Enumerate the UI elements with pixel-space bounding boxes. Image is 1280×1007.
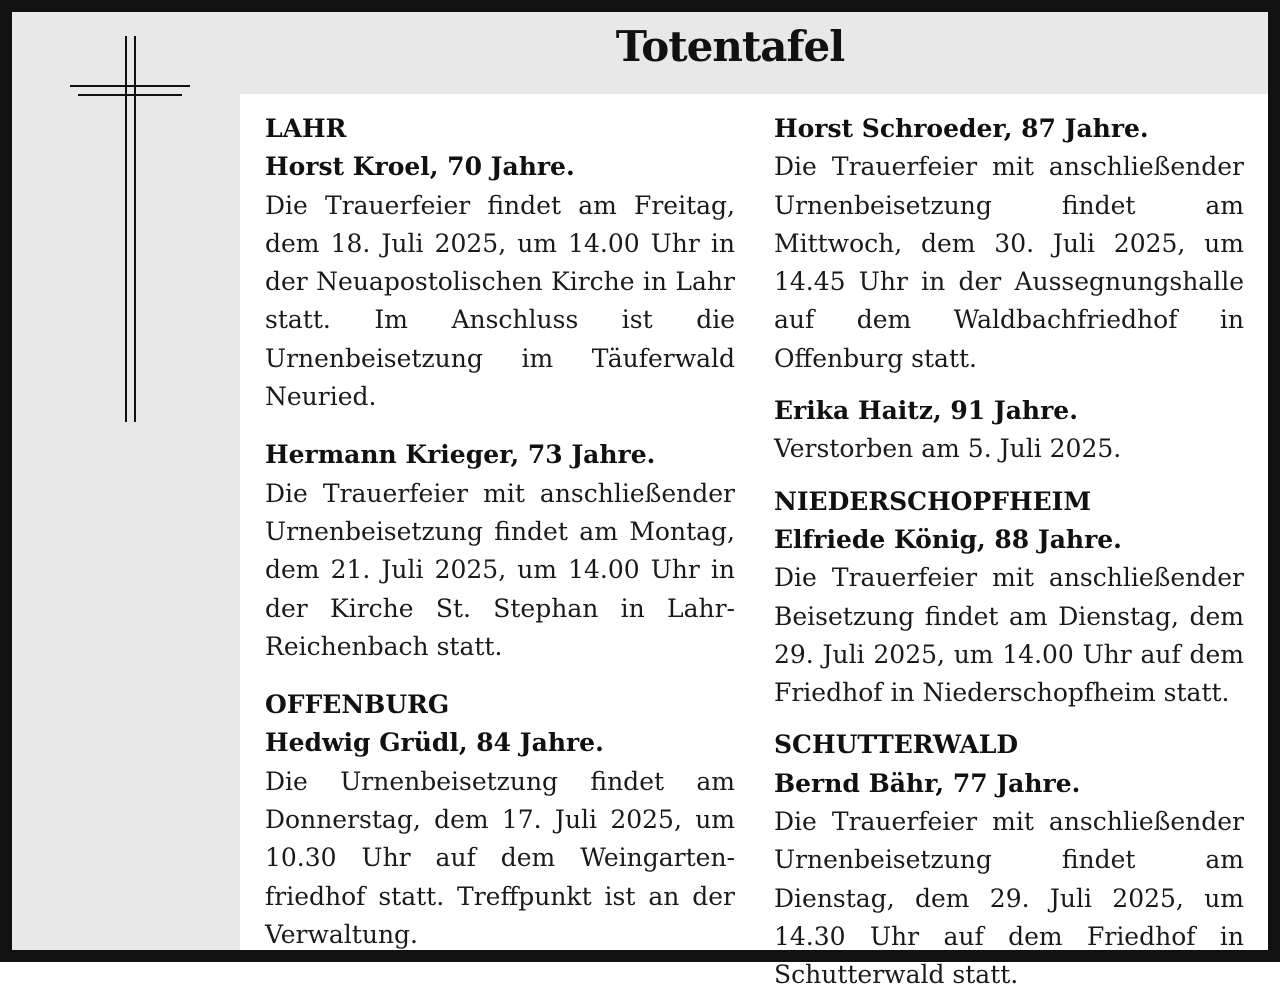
deceased-name: Hermann Krieger, 73 Jahre. (265, 440, 656, 470)
deceased-name: Hedwig Grüdl, 84 Jahre. (265, 728, 604, 758)
deceased-name: Horst Schroeder, 87 Jahre. (774, 114, 1149, 143)
place-heading: NIEDERSCHOPFHEIM (774, 486, 1092, 516)
place-heading: LAHR (265, 114, 347, 143)
deceased-name: Horst Kroel, 70 Jahre. (265, 152, 575, 182)
obituary-text: Die Trauerfeier mit anschließender Urnenbeisetzung findet am Montag, dem 21. Juli 2025, um 14.00 Uhr in der Kirche St. Stephan in Lahr-Reichenbach statt. (265, 478, 735, 661)
obituary-text: Die Trauerfeier findet am Freitag, dem 18. Juli 2025, um 14.00 Uhr in der Neuapostolischen Kirche in Lahr statt. Im Anschluss ist die Urnenbeisetzung im Täuferwald Neuried. (265, 190, 735, 412)
deceased-name: Erika Haitz, 91 Jahre. (774, 396, 1078, 426)
obituary-entry (774, 110, 1244, 378)
right-column (774, 110, 1244, 1007)
obituary-text: Die Trauerfeier mit anschließender Urnenbeisetzung findet am Mittwoch, dem 30. Juli 2025, um 14.45 Uhr in der Aussegnungshalle auf dem Waldbachfriedhof in Offenburg statt. (774, 152, 1244, 373)
obituary-entry (774, 483, 1244, 713)
left-column (265, 110, 735, 966)
obituary-text: Die Urnenbeisetzung findet am Donnerstag, dem 17. Juli 2025, um 10.30 Uhr auf dem Weingartenfriedhof statt. Treffpunkt ist an der Verwaltung. (265, 766, 735, 949)
page-title: Totentafel (615, 22, 845, 71)
obituary-text: Verstorben am 5. Juli 2025. (774, 434, 1122, 464)
obituary-entry (774, 726, 1244, 994)
cross-icon (60, 36, 200, 426)
deceased-name: Elfriede König, 88 Jahre. (774, 524, 1122, 554)
obituary-entry (265, 686, 735, 954)
place-heading: SCHUTTERWALD (774, 730, 1019, 760)
obituary-text: Die Trauerfeier mit anschließender Urnenbeisetzung findet am Dienstag, dem 29. Juli 2025, um 14.30 Uhr auf dem Friedhof in Schutterwald statt. (774, 807, 1244, 990)
deceased-name: Bernd Bähr, 77 Jahre. (774, 768, 1081, 798)
obituary-entry (774, 392, 1244, 469)
obituary-entry (265, 110, 735, 416)
place-heading: OFFENBURG (265, 690, 450, 720)
obituary-entry (265, 436, 735, 666)
obituary-text: Die Trauerfeier mit anschließender Beisetzung findet am Dienstag, dem 29. Juli 2025, um 14.00 Uhr auf dem Friedhof in Niederschopfheim statt. (774, 563, 1244, 708)
